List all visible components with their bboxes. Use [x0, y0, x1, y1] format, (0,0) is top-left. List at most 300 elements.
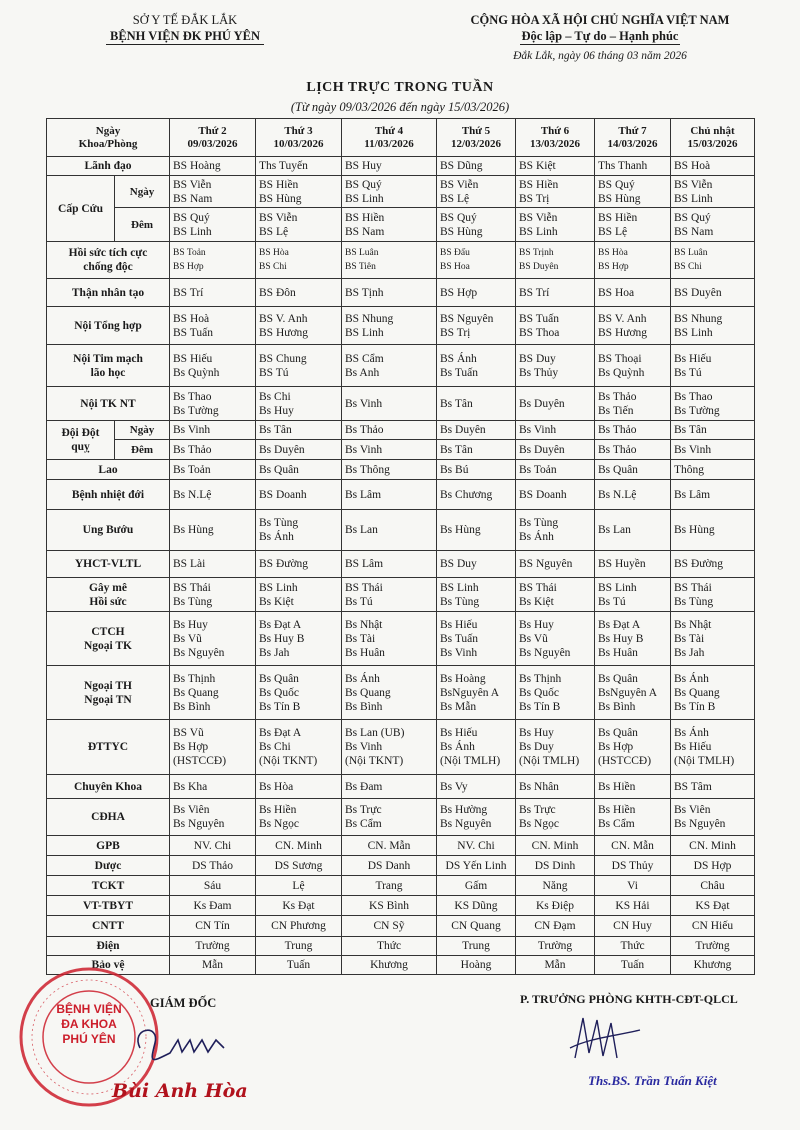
schedule-cell — [256, 176, 342, 208]
cell-line: Bs Ánh — [519, 531, 554, 543]
cell-line: CN Sỹ — [373, 920, 405, 932]
schedule-cell — [256, 799, 342, 836]
cell-line: CN. Mẫn — [611, 839, 654, 852]
day-header: Thứ 6 13/03/2026 — [516, 119, 595, 157]
cell-line: BS Hoa — [598, 286, 635, 299]
cell-line: BS Chung — [259, 352, 307, 365]
cell-line: Bs Hiếu — [674, 352, 712, 365]
cell-line: Bs Huy B — [259, 632, 305, 645]
cell-line: BS Hiếu — [173, 352, 213, 365]
table-row — [47, 460, 755, 480]
cell-line: Bs Hiếu — [440, 618, 478, 631]
header-left — [70, 12, 300, 45]
schedule-cell — [516, 666, 595, 720]
schedule-cell — [516, 612, 595, 666]
cell-line: Bs Huân — [345, 646, 385, 659]
schedule-cell — [342, 937, 437, 956]
schedule-cell — [256, 242, 342, 279]
cell-line: BS Thoa — [519, 326, 560, 339]
cell-line: Đêm — [131, 443, 153, 456]
cell-line: BS Thái — [674, 581, 712, 594]
table-row — [47, 387, 755, 421]
shift-label — [115, 176, 170, 208]
table-row — [47, 279, 755, 307]
cell-line: KS Hải — [615, 899, 650, 912]
cell-line: CN. Minh — [531, 839, 579, 852]
cell-line: Ung Bướu — [82, 524, 134, 536]
schedule-cell — [437, 720, 516, 775]
dept-label — [47, 578, 170, 612]
table-row — [47, 937, 755, 956]
page-title: LỊCH TRỰC TRONG TUẦN — [306, 80, 494, 95]
cell-line: Bs Tân — [674, 424, 707, 436]
schedule-cell — [595, 612, 671, 666]
schedule-cell — [671, 937, 755, 956]
cell-line: Bs Hiền — [598, 804, 636, 816]
cell-line: BS Hoa — [440, 262, 470, 272]
schedule-cell — [516, 896, 595, 916]
schedule-cell — [256, 856, 342, 876]
cell-line: Bs Duyên — [519, 443, 565, 456]
cell-line: BS Hiền — [259, 178, 299, 191]
org-name: BỆNH VIỆN ĐK PHÚ YÊN — [106, 28, 264, 45]
table-header-row — [47, 119, 755, 157]
deputy-head-name: Ths.BS. Trần Tuấn Kiệt — [588, 1073, 717, 1088]
cell-line: Bs Nguyên — [173, 646, 225, 659]
cell-line: Hồi sức — [89, 595, 127, 608]
schedule-cell — [170, 856, 256, 876]
cell-line: BS Chi — [674, 262, 702, 272]
cell-line: Bs Viên — [173, 804, 210, 816]
table-row — [47, 775, 755, 799]
cell-line: Bs Vinh — [345, 741, 383, 753]
table-row — [47, 176, 755, 208]
table-row — [47, 208, 755, 242]
cell-line: Bs Hường — [440, 804, 488, 816]
cell-line: Bs Duyên — [519, 397, 565, 410]
cell-line: Bs Đạt A — [259, 727, 302, 739]
corner-header: Ngày Khoa/Phòng — [47, 119, 170, 157]
schedule-cell — [671, 896, 755, 916]
cell-line: BS Lài — [173, 558, 206, 570]
cell-line: Bs Quân — [598, 463, 638, 476]
cell-line: Bs Quỳnh — [173, 366, 220, 379]
cell-line: Khương — [370, 959, 408, 971]
schedule-cell — [516, 510, 595, 551]
dept-label — [47, 176, 115, 242]
schedule-cell — [671, 612, 755, 666]
cell-line: Bs Thông — [345, 463, 390, 476]
deputy-signature — [565, 1008, 645, 1068]
schedule-cell — [671, 242, 755, 279]
schedule-cell — [516, 242, 595, 279]
dept-label — [47, 551, 170, 578]
schedule-cell — [342, 176, 437, 208]
cell-line: BS Vũ — [173, 727, 204, 739]
table-row — [47, 440, 755, 460]
schedule-cell — [671, 836, 755, 856]
dept-label — [47, 460, 170, 480]
cell-line: BS Quý — [345, 178, 382, 191]
schedule-cell — [671, 460, 755, 480]
cell-line: Ngoại TH — [83, 679, 133, 692]
cell-line: Bs Tín B — [259, 700, 301, 713]
schedule-cell — [342, 775, 437, 799]
day-header: Thứ 2 09/03/2026 — [170, 119, 256, 157]
dept-label — [47, 387, 170, 421]
schedule-cell — [595, 440, 671, 460]
cell-line: Bs N.Lệ — [598, 488, 637, 501]
schedule-cell — [256, 208, 342, 242]
cell-line: Bs Ánh — [440, 741, 475, 753]
schedule-cell — [256, 480, 342, 510]
cell-line: Bs Thảo — [598, 390, 637, 403]
cell-line: BS Nguyên — [440, 312, 494, 325]
table-row — [47, 551, 755, 578]
schedule-cell — [516, 937, 595, 956]
schedule-cell — [671, 480, 755, 510]
cell-line: Bs Huy — [519, 727, 554, 739]
cell-line: Bs Tùng — [440, 595, 480, 608]
cell-line: DS Thủy — [611, 859, 654, 872]
cell-line: BS Linh — [519, 225, 558, 238]
cell-line: Bs Quân — [598, 727, 638, 739]
cell-line: CN Hiếu — [691, 920, 734, 932]
cell-line: Bs Tân — [259, 424, 292, 436]
dept-label — [47, 876, 170, 896]
schedule-cell — [595, 896, 671, 916]
table-row — [47, 856, 755, 876]
cell-line: BS V. Anh — [598, 312, 647, 325]
cell-line: Nội Tim mạch — [73, 352, 143, 365]
shift-label — [115, 208, 170, 242]
cell-line: CN Tín — [195, 920, 230, 932]
cell-line: (HSTCCĐ) — [598, 755, 652, 767]
motto: Độc lập – Tự do – Hạnh phúc — [521, 29, 679, 43]
cell-line: DS Danh — [367, 859, 411, 872]
cell-line: Ks Điệp — [535, 899, 574, 912]
table-row — [47, 612, 755, 666]
schedule-cell — [342, 208, 437, 242]
dept-label — [47, 612, 170, 666]
cell-line: Bs Bình — [598, 700, 636, 713]
cell-line: BS Tuấn — [519, 312, 559, 325]
cell-line: CTCH — [91, 625, 125, 638]
cell-line: BS Viễn — [259, 211, 298, 224]
cell-line: KS Bình — [369, 899, 409, 912]
table-row — [47, 345, 755, 387]
cell-line: ĐTTYC — [87, 741, 129, 753]
cell-line: Gây mê — [88, 581, 127, 594]
cell-line: Bs Tân — [440, 443, 473, 456]
cell-line: DS Hợp — [693, 859, 732, 872]
schedule-table — [46, 118, 755, 975]
schedule-cell — [595, 176, 671, 208]
dept-label — [47, 421, 115, 460]
schedule-cell — [170, 176, 256, 208]
table-row — [47, 480, 755, 510]
schedule-cell — [437, 242, 516, 279]
schedule-cell — [256, 551, 342, 578]
cell-line: Bs Huy B — [598, 632, 644, 645]
cell-line: Bs Quang — [345, 686, 391, 699]
cell-line: BS Hiền — [345, 211, 385, 224]
cell-line: Sáu — [203, 879, 222, 892]
schedule-cell — [595, 578, 671, 612]
cell-line: BsNguyên A — [598, 686, 658, 699]
cell-line: Tuấn — [620, 959, 645, 971]
cell-line: Bs Tiến — [598, 404, 634, 417]
cell-line: BS Kiệt — [519, 160, 556, 172]
cell-line: Trường — [537, 940, 573, 952]
cell-line: BS Doanh — [519, 488, 567, 501]
cell-line: Bs Kiệt — [519, 595, 554, 608]
cell-line: Bs Đạt A — [598, 618, 641, 631]
cell-line: chống độc — [83, 261, 133, 273]
cell-line: Bs Vinh — [440, 646, 478, 659]
schedule-cell — [516, 876, 595, 896]
cell-line: BS Lệ — [598, 225, 628, 238]
cell-line: Bs Thịnh — [173, 672, 216, 685]
cell-line: Lệ — [292, 879, 305, 892]
cell-line: Bs Nhật — [674, 618, 712, 631]
cell-line: Bs Tín B — [519, 700, 561, 713]
schedule-cell — [671, 856, 755, 876]
schedule-cell — [256, 440, 342, 460]
cell-line: BS Trị — [519, 192, 550, 205]
dept-label — [47, 480, 170, 510]
schedule-cell — [671, 307, 755, 345]
cell-line: Trang — [375, 879, 403, 892]
schedule-cell — [437, 916, 516, 937]
deputy-head-title: P. TRƯỞNG PHÒNG KHTH-CĐT-QLCL — [520, 992, 738, 1006]
cell-line: Bs Vũ — [519, 632, 548, 645]
schedule-cell — [516, 578, 595, 612]
cell-line: BS Hiền — [598, 211, 638, 224]
schedule-cell — [437, 460, 516, 480]
cell-line: Ths Thanh — [598, 160, 648, 172]
cell-line: Châu — [700, 879, 725, 892]
cell-line: BS Tú — [259, 366, 289, 379]
cell-line: Bs Tường — [674, 404, 720, 417]
dept-label — [47, 157, 170, 176]
cell-line: Bs Duyên — [440, 424, 486, 436]
schedule-cell — [516, 307, 595, 345]
schedule-cell — [516, 440, 595, 460]
cell-line: Bs Hiền — [598, 780, 636, 793]
schedule-cell — [437, 307, 516, 345]
schedule-cell — [342, 460, 437, 480]
dept-label — [47, 896, 170, 916]
cell-line: NV. Chi — [193, 839, 232, 852]
schedule-cell — [256, 460, 342, 480]
cell-line: Bs Anh — [345, 366, 380, 379]
shift-label — [115, 421, 170, 440]
schedule-cell — [437, 612, 516, 666]
cell-line: BS Nam — [674, 225, 714, 238]
cell-line: Bs Thủy — [519, 366, 559, 379]
cell-line: Bs Quỳnh — [598, 366, 645, 379]
schedule-cell — [437, 279, 516, 307]
header-right — [430, 12, 770, 64]
cell-line: (Nội TKNT) — [259, 755, 318, 767]
cell-line: quỵ — [71, 441, 90, 453]
schedule-cell — [256, 307, 342, 345]
schedule-cell — [437, 896, 516, 916]
schedule-cell — [595, 460, 671, 480]
schedule-cell — [170, 387, 256, 421]
schedule-cell — [256, 720, 342, 775]
day-header: Thứ 4 11/03/2026 — [342, 119, 437, 157]
schedule-cell — [516, 856, 595, 876]
schedule-cell — [516, 956, 595, 975]
schedule-cell — [342, 551, 437, 578]
cell-line: Cấp Cứu — [58, 202, 103, 215]
schedule-cell — [595, 480, 671, 510]
cell-line: Bs Bình — [173, 700, 211, 713]
table-row — [47, 720, 755, 775]
schedule-cell — [342, 612, 437, 666]
cell-line: Bs Jah — [259, 646, 290, 659]
cell-line: BS Tịnh — [345, 286, 384, 299]
schedule-cell — [671, 510, 755, 551]
dept-label — [47, 775, 170, 799]
cell-line: CN Phương — [271, 920, 326, 932]
cell-line: BS Hoà — [173, 312, 210, 325]
cell-line: Bs Trực — [519, 804, 556, 816]
cell-line: CN Huy — [613, 920, 652, 932]
dept-label — [47, 510, 170, 551]
cell-line: Bs Đạt A — [259, 618, 302, 631]
schedule-cell — [595, 775, 671, 799]
cell-line: Bs Hoàng — [440, 672, 486, 685]
schedule-cell — [170, 956, 256, 975]
schedule-cell — [170, 307, 256, 345]
schedule-cell — [595, 307, 671, 345]
cell-line: Bs Bình — [345, 700, 383, 713]
schedule-cell — [170, 896, 256, 916]
schedule-cell — [170, 157, 256, 176]
cell-line: Bs Jah — [674, 646, 705, 659]
cell-line: BS Linh — [345, 192, 384, 205]
dept-label — [47, 937, 170, 956]
schedule-cell — [671, 157, 755, 176]
cell-line: CN. Minh — [275, 839, 322, 852]
cell-line: Ngày — [129, 185, 155, 198]
schedule-cell — [671, 551, 755, 578]
cell-line: BS Linh — [598, 581, 637, 594]
cell-line: Lãnh đạo — [84, 160, 132, 172]
cell-line: BS Hùng — [259, 192, 302, 205]
cell-line: BS Linh — [674, 192, 713, 205]
cell-line: BS Luân — [674, 248, 708, 258]
schedule-cell — [516, 480, 595, 510]
schedule-cell — [595, 279, 671, 307]
cell-line: BS Lệ — [440, 192, 470, 205]
schedule-cell — [671, 775, 755, 799]
schedule-cell — [595, 916, 671, 937]
stamp-line: ĐA KHOA — [61, 1017, 117, 1031]
schedule-cell — [516, 460, 595, 480]
cell-line: Bs Hiền — [259, 804, 297, 816]
cell-line: Bs Hùng — [674, 524, 715, 536]
schedule-cell — [671, 578, 755, 612]
cell-line: Bs Ngọc — [519, 818, 559, 830]
cell-line: Bệnh nhiệt đới — [71, 488, 145, 501]
schedule-cell — [170, 242, 256, 279]
cell-line: Bs Đam — [345, 780, 383, 793]
schedule-cell — [671, 956, 755, 975]
cell-line: Bs Thảo — [598, 443, 637, 456]
day-header: Thứ 5 12/03/2026 — [437, 119, 516, 157]
cell-line: BS Viễn — [440, 178, 479, 191]
cell-line: BS Trí — [173, 286, 204, 299]
cell-line: BS Quý — [440, 211, 477, 224]
table-row — [47, 157, 755, 176]
schedule-cell — [671, 421, 755, 440]
schedule-cell — [437, 937, 516, 956]
cell-line: Hồi sức tích cực — [68, 247, 148, 259]
stamp-line: BỆNH VIỆN — [56, 1002, 122, 1016]
cell-line: BS Dũng — [440, 160, 483, 172]
dept-label — [47, 836, 170, 856]
cell-line: BS Luân — [345, 248, 379, 258]
cell-line: CĐHA — [91, 811, 125, 823]
cell-line: (Nội TMLH) — [440, 755, 501, 767]
cell-line: Bs Thảo — [173, 443, 212, 456]
schedule-cell — [170, 937, 256, 956]
cell-line: BS Quý — [674, 211, 711, 224]
cell-line: Bs Thao — [173, 390, 212, 403]
cell-line: BS Đường — [674, 558, 724, 570]
schedule-cell — [437, 836, 516, 856]
schedule-cell — [256, 510, 342, 551]
cell-line: BS Linh — [259, 581, 298, 594]
schedule-cell — [671, 799, 755, 836]
cell-line: BS Trị — [440, 326, 471, 339]
schedule-cell — [595, 421, 671, 440]
schedule-cell — [595, 387, 671, 421]
cell-line: BS Thái — [519, 581, 557, 594]
schedule-cell — [170, 345, 256, 387]
cell-line: Trung — [462, 940, 490, 952]
cell-line: DS Yến Linh — [445, 859, 507, 872]
cell-line: lão học — [90, 366, 126, 379]
cell-line: (Nội TKNT) — [345, 755, 404, 767]
cell-line: CNTT — [92, 920, 124, 932]
cell-line: Bs Hiếu — [440, 727, 478, 739]
cell-line: Đội Đột — [61, 427, 100, 439]
schedule-cell — [342, 510, 437, 551]
schedule-cell — [437, 421, 516, 440]
schedule-cell — [671, 440, 755, 460]
cell-line: BS Hòa — [598, 248, 628, 258]
cell-line: Bs Ánh — [345, 672, 380, 685]
cell-line: DS Thảo — [192, 859, 233, 872]
schedule-cell — [256, 896, 342, 916]
cell-line: Bs Quân — [259, 463, 299, 476]
schedule-cell — [437, 208, 516, 242]
cell-line: BS Hùng — [598, 192, 641, 205]
schedule-cell — [342, 345, 437, 387]
schedule-cell — [437, 666, 516, 720]
schedule-cell — [342, 242, 437, 279]
cell-line: Bs Nhật — [345, 618, 383, 631]
cell-line: BS Chi — [259, 262, 287, 272]
schedule-cell — [256, 937, 342, 956]
cell-line: Bs Toản — [519, 463, 557, 476]
cell-line: Bs Nguyên — [674, 818, 726, 830]
